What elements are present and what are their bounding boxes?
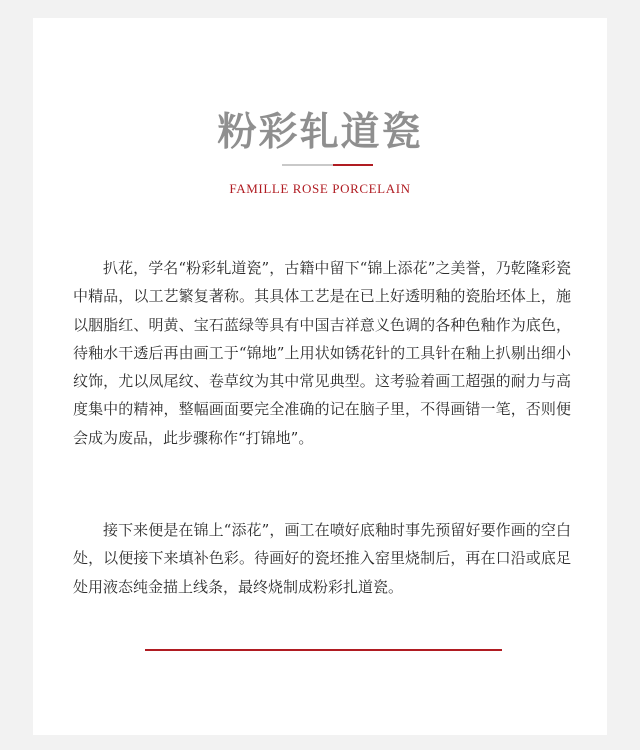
body-paragraph-1: 扒花，学名“粉彩轧道瓷”，古籍中留下“锦上添花”之美誉，乃乾隆彩瓷中精品，以工艺繁复著称。其具体工艺是在已上好透明釉的瓷胎坯体上，施以胭脂红、明黄、宝石蓝绿等具有中国吉祥意义色调的各种色釉作为底色，待釉水干透后再由画工于“锦地”上用状如锈花针的工具针在釉上扒剔出细小纹饰，尤以凤尾纹、卷草纹为其中常见典型。这考验着画工超强的耐力与高度集中的精神，整幅画面要完全准确的记在脑子里，不得画错一笔，否则便会成为废品，此步骤称作“打锦地”。 <box>73 259 571 447</box>
title-underline-red <box>333 164 373 166</box>
page-subtitle: FAMILLE ROSE PORCELAIN <box>229 181 411 196</box>
body-paragraph-2: 接下来便是在锦上“添花”，画工在喷好底釉时事先预留好要作画的空白处，以便接下来填补色彩。待画好的瓷坯推入窑里烧制后，再在口沿或底足处用液态纯金描上线条，最终烧制成粉彩扎道瓷。 <box>73 521 571 596</box>
page-title: 粉彩轧道瓷 <box>217 109 423 155</box>
bottom-divider <box>145 649 502 651</box>
content-card <box>33 18 607 735</box>
title-underline-grey <box>282 164 333 166</box>
